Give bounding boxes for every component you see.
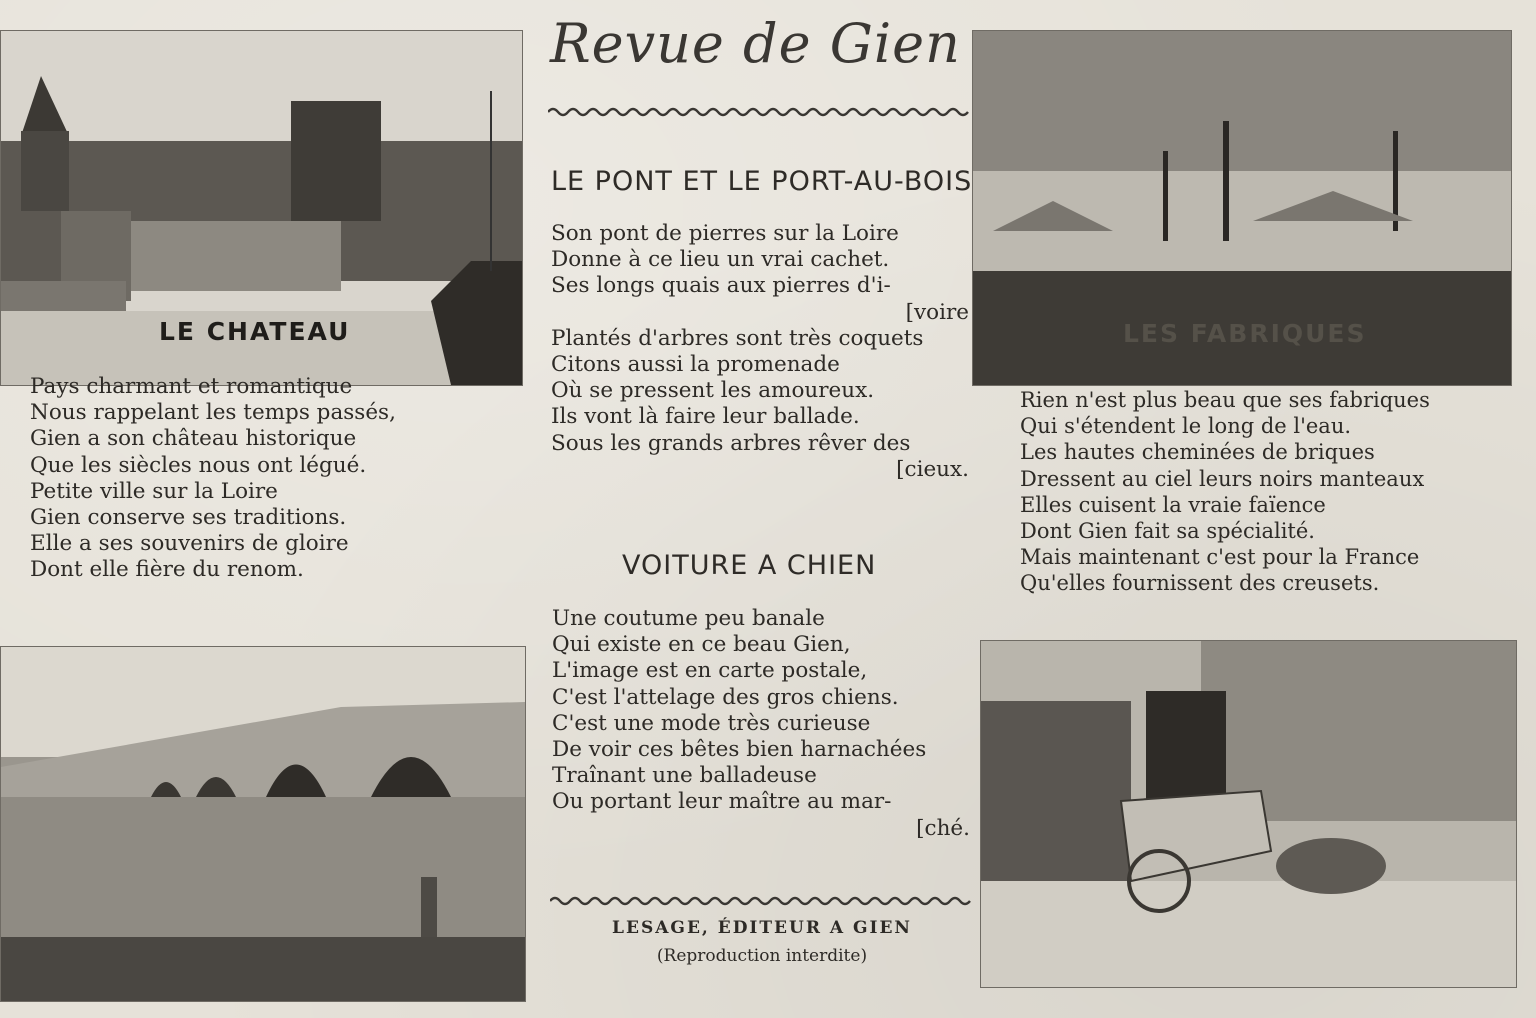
- voiture-illustration: [981, 641, 1516, 987]
- voiture-photo: [980, 640, 1517, 988]
- chateau-caption: LE CHATEAU: [159, 317, 351, 346]
- pont-illustration: [1, 647, 525, 1001]
- pont-poem: [551, 221, 969, 483]
- poem-line: Elles cuisent la vraie faïence: [1020, 492, 1326, 517]
- poem-line: Pays charmant et romantique: [30, 374, 353, 399]
- poem-line: Que les siècles nous ont légué.: [30, 452, 367, 478]
- poem-line: C'est l'attelage des gros chiens.: [552, 684, 899, 710]
- voiture-heading: VOITURE A CHIEN: [622, 550, 877, 581]
- poem-line: Elle a ses souvenirs de gloire: [30, 531, 349, 557]
- poem-line: [voire: [905, 299, 969, 325]
- poem-line: Traînant une balladeuse: [552, 763, 817, 789]
- poem-line: Les hautes cheminées de briques: [1020, 440, 1375, 465]
- poem-line: Dont Gien fait sa spécialité.: [1020, 518, 1315, 543]
- poem-line: Ou portant leur maître au mar-: [552, 789, 892, 815]
- poem-line: Gien a son château historique: [30, 426, 357, 452]
- poem-line: Nous rappelant les temps passés,: [30, 400, 396, 426]
- poem-line: C'est une mode très curieuse: [552, 710, 871, 736]
- reproduction-notice: (Reproduction interdite): [656, 946, 868, 966]
- fabriques-poem: [1020, 387, 1532, 597]
- poem-line: Citons aussi la promenade: [551, 351, 840, 377]
- footer-divider: [550, 893, 972, 909]
- pont-heading: LE PONT ET LE PORT-AU-BOIS: [551, 166, 973, 197]
- poem-line: L'image est en carte postale,: [552, 658, 868, 684]
- chateau-photo: [0, 30, 523, 386]
- poem-line: Ses longs quais aux pierres d'i-: [551, 273, 891, 299]
- title-divider: [548, 104, 970, 120]
- poem-line: Dont elle fière du renom.: [30, 557, 304, 583]
- poem-line: Plantés d'arbres sont très coquets: [551, 325, 924, 351]
- poem-line: [ché.: [916, 815, 970, 841]
- poem-line: Gien conserve ses traditions.: [30, 504, 347, 530]
- fabriques-caption: LES FABRIQUES: [1123, 319, 1367, 348]
- poem-line: Qu'elles fournissent des creusets.: [1020, 571, 1380, 596]
- pont-photo: [0, 646, 526, 1002]
- poem-line: Son pont de pierres sur la Loire: [551, 221, 899, 246]
- poem-line: Une coutume peu banale: [552, 606, 825, 631]
- poem-line: Dressent au ciel leurs noirs manteaux: [1020, 466, 1425, 491]
- poem-line: [cieux.: [896, 456, 969, 482]
- fabriques-photo: [972, 30, 1512, 386]
- poem-line: Mais maintenant c'est pour la France: [1020, 545, 1420, 570]
- poem-line: Ils vont là faire leur ballade.: [551, 404, 860, 430]
- poem-line: Qui existe en ce beau Gien,: [552, 632, 851, 658]
- page-title: Revue de Gien: [550, 12, 961, 75]
- poem-line: De voir ces bêtes bien harnachées: [552, 736, 927, 762]
- poem-line: Donne à ce lieu un vrai cachet.: [551, 247, 890, 273]
- poem-line: Où se pressent les amoureux.: [551, 378, 875, 404]
- publisher-line: LESAGE, ÉDITEUR A GIEN: [612, 918, 912, 938]
- chateau-poem: [30, 374, 500, 584]
- poem-line: Sous les grands arbres rêver des: [551, 430, 911, 456]
- poem-line: Rien n'est plus beau que ses fabriques: [1020, 388, 1430, 412]
- poem-line: Petite ville sur la Loire: [30, 478, 278, 504]
- voiture-poem: [552, 606, 970, 842]
- poem-line: Qui s'étendent le long de l'eau.: [1020, 414, 1352, 439]
